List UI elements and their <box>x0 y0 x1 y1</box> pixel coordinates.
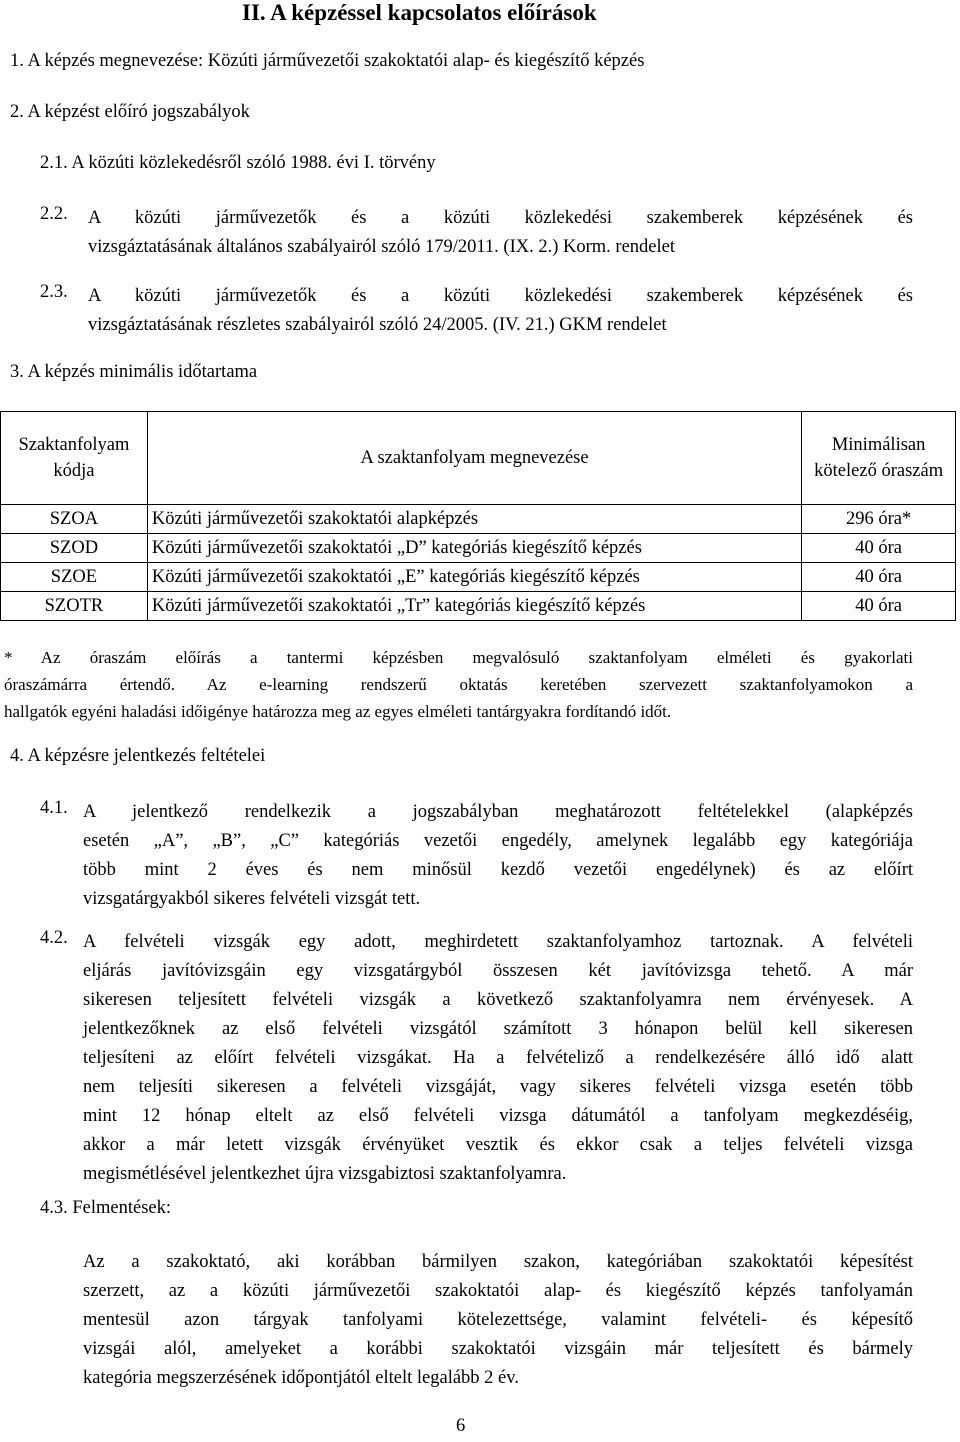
item-4-2-line: mint 12 hónap eltelt az első felvételi vizsga dátumától a tanfolyam megkezdéséig, <box>83 1106 913 1126</box>
footnote <box>4 644 913 725</box>
footnote-line: * Az óraszám előírás a tantermi képzésben megvalósuló szaktanfolyam elméleti és gyakorlati <box>4 648 913 667</box>
footnote-line: óraszámárra értendő. Az e-learning rendszerű oktatás keretében szervezett szaktanfolyamokon a <box>4 675 913 694</box>
row-hours: 40 óra <box>802 563 956 592</box>
row-name: Közúti járművezetői szakoktatói alapképzés <box>147 505 801 534</box>
item-4-3-line: mentesül azon tárgyak tanfolyami kötelezettsége, valamint felvételi- és képesítő <box>83 1310 913 1330</box>
item-1-training-name: 1. A képzés megnevezése: Közúti járművezetői szakoktatói alap- és kiegészítő képzés <box>10 51 645 71</box>
header-name: A szaktanfolyam megnevezése <box>147 412 801 505</box>
item-2-2-text <box>88 204 913 262</box>
item-4-3-line: Az a szakoktató, aki korábban bármilyen szakon, kategóriában szakoktatói képesítést <box>83 1252 913 1272</box>
row-code: SZOA <box>1 505 148 534</box>
item-4-2-line: eljárás javítóvizsgáin egy vizsgatárgyból összesen két javítóvizsga tehető. A már <box>83 961 913 981</box>
item-2-2-number: 2.2. <box>40 204 68 224</box>
item-4-3-exemptions: 4.3. Felmentések: <box>40 1198 172 1218</box>
item-4-1-line: A jelentkező rendelkezik a jogszabályban meghatározott feltételekkel (alapképzés <box>83 802 913 822</box>
item-4-application: 4. A képzésre jelentkezés feltételei <box>10 746 266 766</box>
item-2-1-law: 2.1. A közúti közlekedésről szóló 1988. évi I. törvény <box>40 153 436 173</box>
table-row <box>1 505 956 534</box>
row-code: SZOTR <box>1 592 148 621</box>
item-4-3-line: kategória megszerzésének időpontjától eltelt legalább 2 év. <box>83 1368 519 1388</box>
footnote-line: hallgatók egyéni haladási időigénye határozza meg az egyes elméleti tantárgyakra fordítandó időt. <box>4 702 672 721</box>
item-4-2-line: teljesíteni az előírt felvételi vizsgákat. Ha a felvételiző a rendelkezésére álló idő alatt <box>83 1048 913 1068</box>
item-4-3-line: szerzett, az a közúti járművezetői szakoktatói alap- és kiegészítő képzés tanfolyamán <box>83 1281 913 1301</box>
row-name: Közúti járművezetői szakoktatói „E” kategóriás kiegészítő képzés <box>147 563 801 592</box>
item-4-3-text <box>83 1248 913 1393</box>
item-2-legal-basis: 2. A képzést előíró jogszabályok <box>10 102 250 122</box>
item-2-3-text <box>88 282 913 340</box>
item-4-1-number: 4.1. <box>40 798 68 818</box>
item-4-2-line: sikeresen teljesített felvételi vizsgák a következő szaktanfolyamra nem érvényesek. A <box>83 990 913 1010</box>
item-2-2-line: vizsgáztatásának általános szabályairól szóló 179/2011. (IX. 2.) Korm. rendelet <box>88 237 676 257</box>
item-4-2-line: akkor a már letett vizsgák érvényüket vesztik és ekkor csak a teljes felvételi vizsga <box>83 1135 913 1155</box>
item-4-1-line: vizsgatárgyakból sikeres felvételi vizsgát tett. <box>83 889 421 909</box>
item-2-2-line: A közúti járművezetők és a közúti közlekedési szakemberek képzésének és <box>88 208 913 228</box>
item-4-2-line: jelentkezőknek az első felvételi vizsgától számított 3 hónapon belül kell sikeresen <box>83 1019 913 1039</box>
row-code: SZOE <box>1 563 148 592</box>
header-code: Szaktanfolyam kódja <box>1 412 148 505</box>
item-4-2-line: A felvételi vizsgák egy adott, meghirdetett szaktanfolyamhoz tartoznak. A felvételi <box>83 932 913 952</box>
row-hours: 296 óra* <box>802 505 956 534</box>
item-2-3-number: 2.3. <box>40 282 68 302</box>
section-title: II. A képzéssel kapcsolatos előírások <box>242 0 597 25</box>
row-name: Közúti járművezetői szakoktatói „D” kategóriás kiegészítő képzés <box>147 534 801 563</box>
row-code: SZOD <box>1 534 148 563</box>
row-hours: 40 óra <box>802 534 956 563</box>
item-2-3-line: A közúti járművezetők és a közúti közlekedési szakemberek képzésének és <box>88 286 913 306</box>
item-4-1-line: több mint 2 éves és nem minősül kezdő vezetői engedélynek) és az előírt <box>83 860 913 880</box>
item-4-2-line: nem teljesíti sikeresen a felvételi vizsgáját, vagy sikeres felvételi vizsga esetén több <box>83 1077 913 1097</box>
table-row <box>1 563 956 592</box>
item-3-duration: 3. A képzés minimális időtartama <box>10 362 258 382</box>
item-4-2-line: megismétlésével jelentkezhet újra vizsgabiztosi szaktanfolyamra. <box>83 1164 567 1184</box>
table-header-row <box>1 412 956 505</box>
item-2-3-line: vizsgáztatásának részletes szabályairól szóló 24/2005. (IV. 21.) GKM rendelet <box>88 315 667 335</box>
header-hours: Minimálisan kötelező óraszám <box>802 412 956 505</box>
duration-table <box>0 411 956 621</box>
item-4-3-line: vizsgái alól, amelyeket a korábbi szakoktatói vizsgáin már teljesített és bármely <box>83 1339 913 1359</box>
item-4-1-line: esetén „A”, „B”, „C” kategóriás vezetői engedély, amelynek legalább egy kategóriája <box>83 831 913 851</box>
table-row <box>1 592 956 621</box>
row-name: Közúti járművezetői szakoktatói „Tr” kategóriás kiegészítő képzés <box>147 592 801 621</box>
row-hours: 40 óra <box>802 592 956 621</box>
table-row <box>1 534 956 563</box>
page-number: 6 <box>456 1416 466 1436</box>
item-4-2-number: 4.2. <box>40 928 68 948</box>
item-4-2-text <box>83 928 913 1189</box>
item-4-1-text <box>83 798 913 914</box>
